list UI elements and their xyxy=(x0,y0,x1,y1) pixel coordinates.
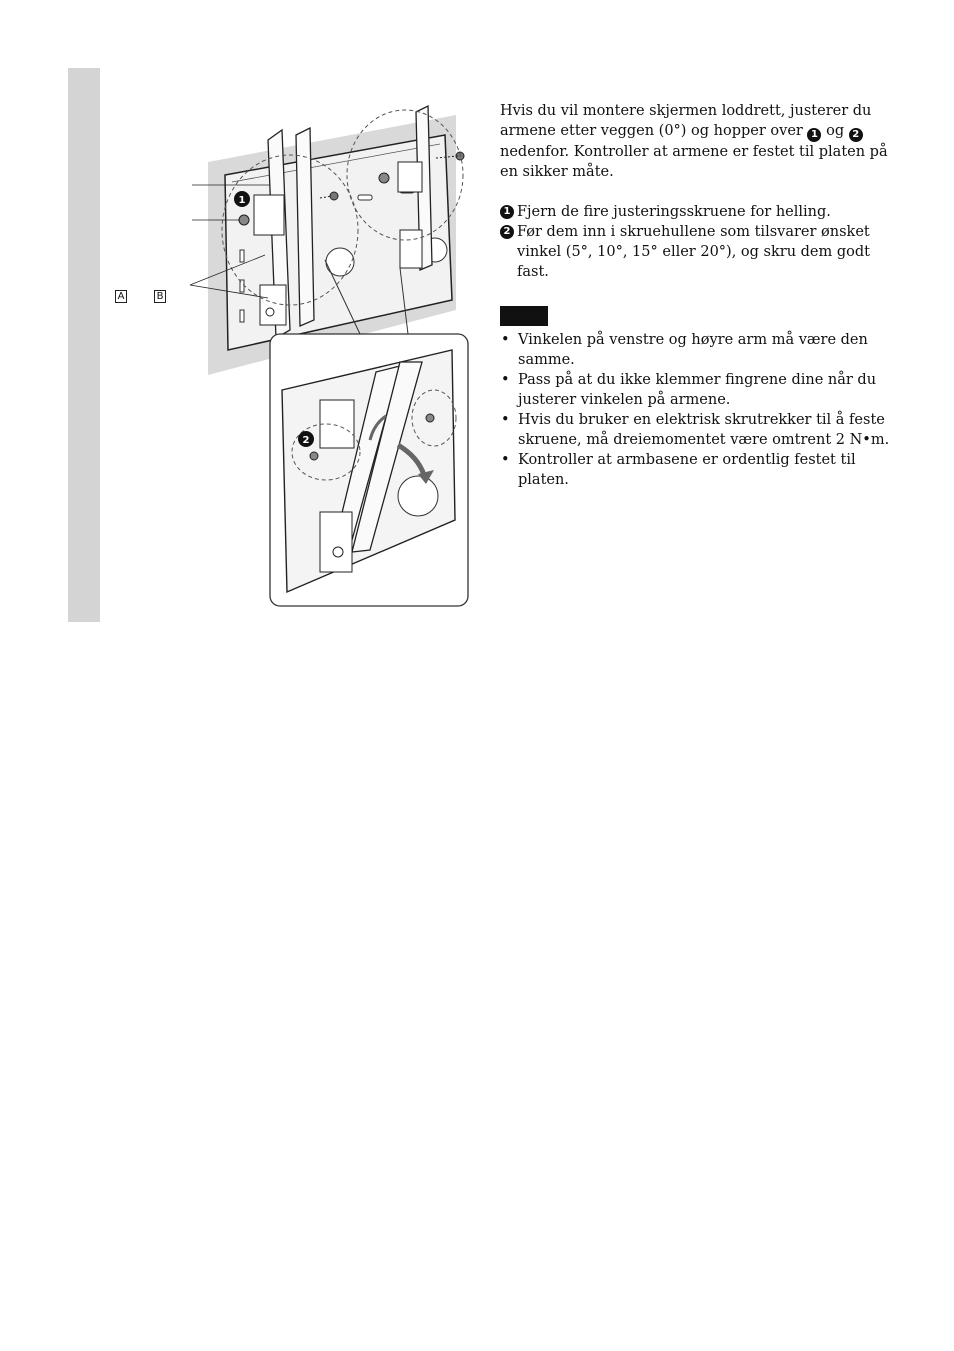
label-a: A xyxy=(115,290,127,303)
instructions-column xyxy=(500,101,890,490)
note-tag xyxy=(500,306,548,326)
tilt-screw-left xyxy=(239,215,249,225)
bracket-diagram xyxy=(100,100,480,620)
step-text: Fjern de fire justeringsskruene for helling. xyxy=(517,204,831,220)
detail-bracket xyxy=(320,400,354,448)
note-item: • Kontroller at armbasene er ordentlig festet til platen. xyxy=(500,450,890,490)
callout-1-label: 1 xyxy=(238,195,246,206)
label-b: B xyxy=(154,290,166,303)
notes-list xyxy=(500,330,890,490)
intro-text-1: Hvis du vil montere skjermen loddrett, justerer du armene etter veggen (0°) og hopper over xyxy=(500,103,872,139)
mounting-illustration xyxy=(100,100,480,620)
step-text: Før dem inn i skruehullene som tilsvarer ønsket vinkel (5°, 10°, 15° eller 20°), og skru dem godt fast. xyxy=(517,224,870,280)
note-item: • Vinkelen på venstre og høyre arm må være den samme. xyxy=(500,330,890,370)
screw-left xyxy=(330,192,338,200)
note-item: • Hvis du bruker en elektrisk skrutrekker til å feste skruene, må dreiemomentet være omtrent 2 N•m. xyxy=(500,410,890,450)
step-number-icon: 2 xyxy=(500,225,514,239)
section-side-tab xyxy=(68,68,100,622)
note-item: • Pass på at du ikke klemmer fingrene dine når du justerer vinkelen på armene. xyxy=(500,370,890,410)
step-2-badge-icon: 2 xyxy=(849,128,863,142)
tilt-screw-right xyxy=(379,173,389,183)
intro-paragraph xyxy=(500,101,890,182)
left-arm-bracket xyxy=(254,195,284,235)
intro-text-2: nedenfor. Kontroller at armene er festet til platen på en sikker måte. xyxy=(500,144,888,180)
step-item xyxy=(500,202,890,222)
steps-list xyxy=(500,202,890,282)
callout-2-label: 2 xyxy=(302,435,310,446)
step-1-badge-icon: 1 xyxy=(807,128,821,142)
step-item xyxy=(500,222,890,282)
intro-og: og xyxy=(826,123,845,139)
step-number-icon: 1 xyxy=(500,205,514,219)
